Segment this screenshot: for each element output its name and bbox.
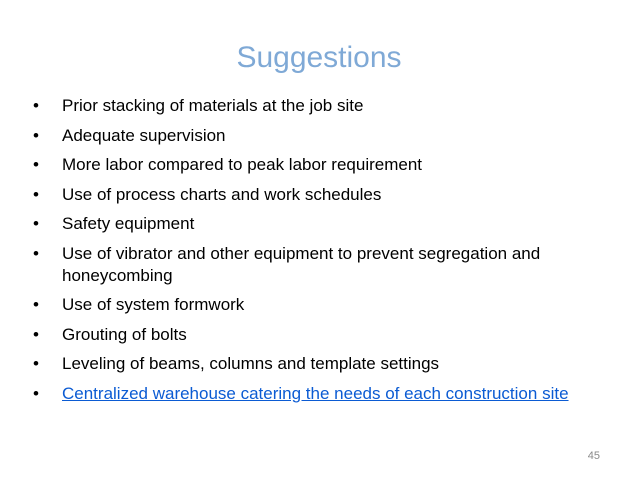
bullet-icon: •: [33, 214, 39, 233]
bullet-text: More labor compared to peak labor requirement: [62, 155, 423, 174]
bullet-text: Use of process charts and work schedules: [62, 184, 382, 204]
warehouse-link[interactable]: Centralized warehouse catering the needs of each construction site: [62, 383, 569, 403]
bullet-item: [32, 353, 592, 375]
bullet-icon: •: [33, 184, 39, 204]
bullet-item: [32, 294, 592, 316]
bullet-text: Safety equipment: [62, 214, 195, 233]
bullet-item: [32, 184, 592, 206]
bullet-item: [32, 95, 592, 117]
bullet-icon: •: [33, 125, 39, 145]
bullet-item: [32, 383, 592, 405]
bullet-icon: •: [33, 96, 39, 115]
bullet-icon: •: [33, 155, 39, 174]
bullet-item: [32, 213, 592, 235]
bullet-icon: •: [33, 383, 39, 403]
bullet-item: [32, 125, 592, 147]
bullet-item: [32, 324, 592, 346]
bullet-icon: •: [33, 243, 39, 263]
page-number: 45: [587, 450, 600, 462]
slide-title: Suggestions: [236, 41, 402, 74]
bullet-text: Leveling of beams, columns and template settings: [62, 354, 440, 373]
bullet-text: Use of system formwork: [62, 295, 245, 314]
bullet-text: Adequate supervision: [62, 125, 226, 145]
bullet-list: [32, 95, 592, 412]
bullet-text: Prior stacking of materials at the job site: [62, 96, 364, 115]
bullet-text: Use of vibrator and other equipment to prevent segregation and honeycombing: [62, 243, 541, 285]
bullet-text: Grouting of bolts: [62, 324, 187, 344]
bullet-item: [32, 243, 592, 287]
bullet-icon: •: [33, 295, 39, 314]
bullet-icon: •: [33, 324, 39, 344]
bullet-icon: •: [33, 354, 39, 373]
bullet-item: [32, 154, 592, 176]
